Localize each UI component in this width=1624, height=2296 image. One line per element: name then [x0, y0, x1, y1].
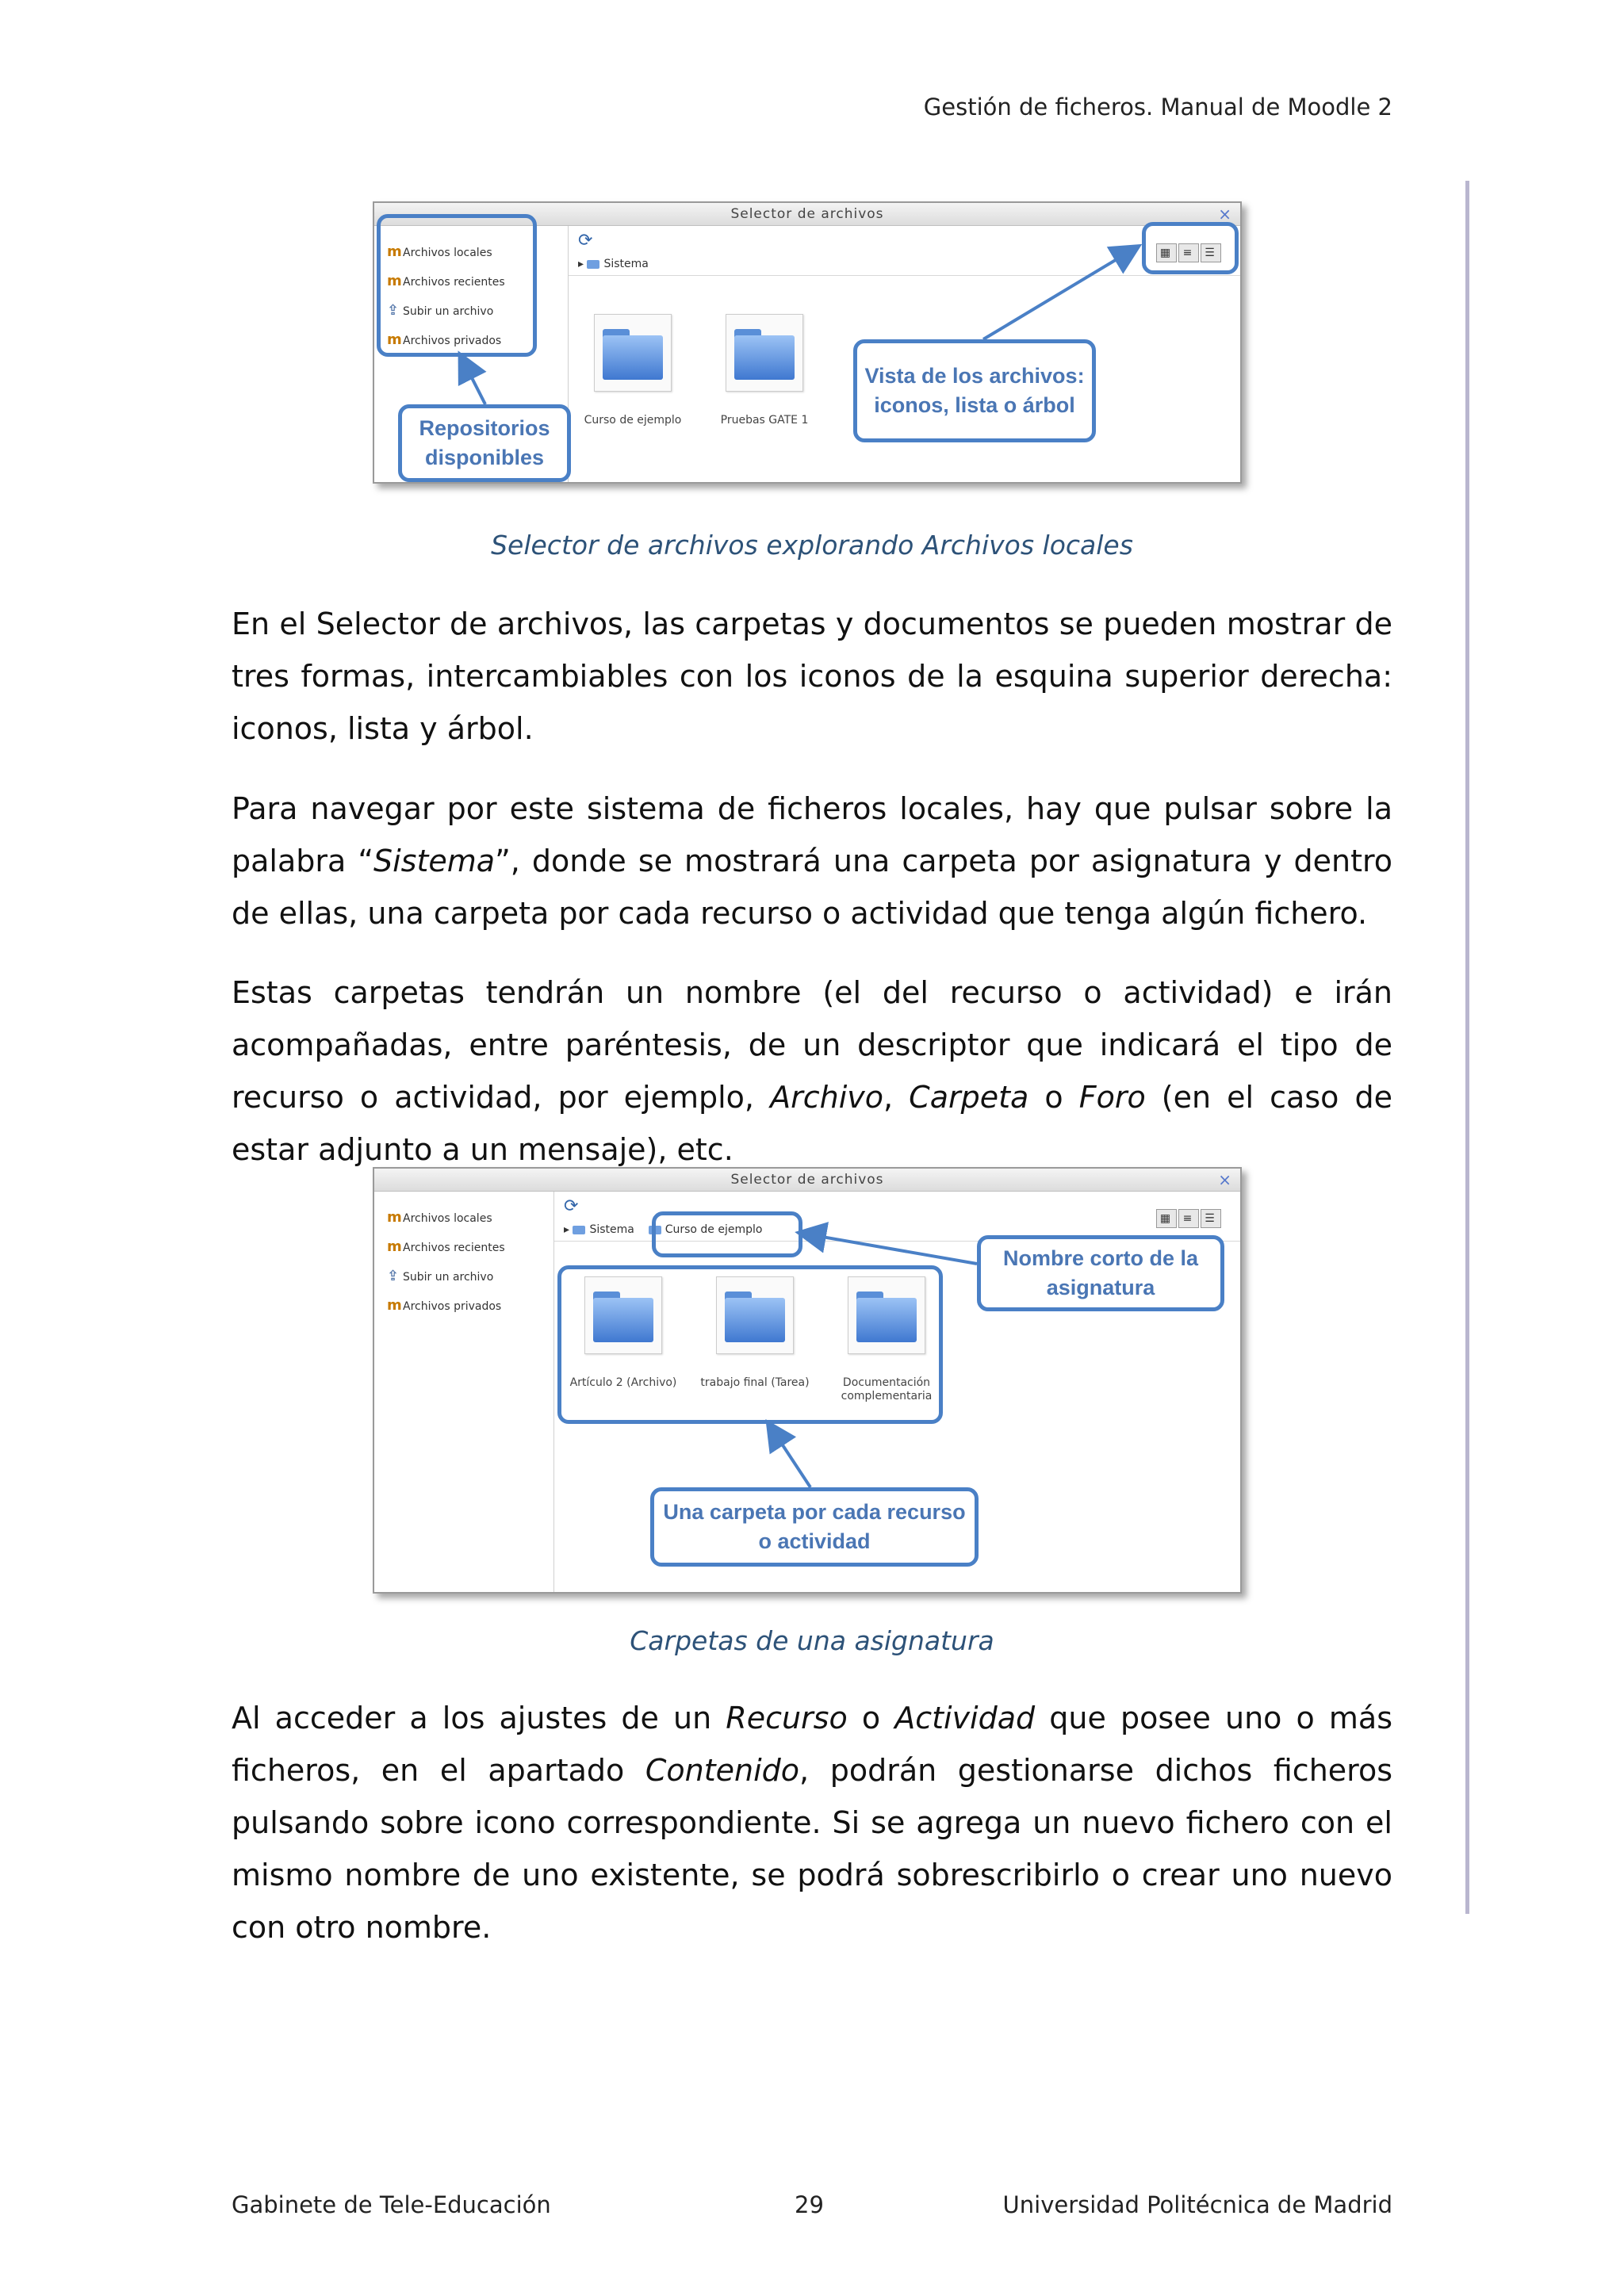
window-title: Selector de archivos ×	[374, 203, 1240, 226]
close-icon[interactable]: ×	[1218, 205, 1232, 224]
callout-one-folder-per-activity: Una carpeta por cada recurso o actividad	[650, 1487, 979, 1567]
footer-right: Universidad Politécnica de Madrid	[1002, 2191, 1392, 2218]
folder-item[interactable]: Curso de ejemplo	[577, 314, 688, 427]
moodle-icon: m	[387, 273, 402, 289]
list-view-icon[interactable]: ≡	[1178, 1209, 1199, 1228]
callout-view-modes: Vista de los archivos: iconos, lista o árbol	[853, 339, 1096, 442]
moodle-icon: m	[387, 1209, 402, 1226]
refresh-icon[interactable]: ⟳	[578, 231, 593, 251]
figure-caption: Carpetas de una asignatura	[630, 1625, 994, 1656]
paragraph: Para navegar por este sistema de ficheros locales, hay que pulsar sobre la palabra “Sistema”, donde se mostrará una carpeta por asignatura y dentro de ellas, una carpeta por cada recurso o actividad que tenga algún fichero.	[232, 791, 1392, 931]
sidebar-item-archivos-locales[interactable]: mArchivos locales	[387, 1209, 492, 1226]
breadcrumb: ▸ Sistema	[578, 258, 649, 270]
folder-item[interactable]: Documentación complementaria	[831, 1276, 942, 1403]
figure-caption: Selector de archivos explorando Archivos locales	[491, 530, 1133, 561]
list-view-icon[interactable]: ≡	[1178, 243, 1199, 262]
footer-left: Gabinete de Tele-Educación	[232, 2191, 551, 2218]
arrow	[462, 359, 485, 404]
window-title: Selector de archivos ×	[374, 1169, 1240, 1192]
sidebar-item-archivos-locales[interactable]: mArchivos locales	[387, 243, 492, 260]
icon-view-icon[interactable]: ▦	[1156, 243, 1177, 262]
breadcrumb-sistema[interactable]: Sistema	[589, 1223, 634, 1236]
sidebar-item-archivos-recientes[interactable]: mArchivos recientes	[387, 273, 505, 289]
upload-icon: ⇪	[387, 302, 400, 319]
paragraph: Estas carpetas tendrán un nombre (el del recurso o actividad) e irán acompañadas, entre paréntesis, de un descriptor que indicará el tipo de recurso o actividad, por ejemplo, Archivo, Carpeta o Foro (en el caso de estar adjunto a un mensaje), etc.	[232, 975, 1392, 1167]
tree-view-icon[interactable]: ☰	[1201, 1209, 1221, 1228]
sidebar-item-archivos-recientes[interactable]: mArchivos recientes	[387, 1238, 505, 1255]
callout-course-shortname: Nombre corto de la asignatura	[977, 1235, 1224, 1311]
sidebar-item-subir-archivo[interactable]: ⇪ Subir un archivo	[387, 302, 494, 319]
tree-view-icon[interactable]: ☰	[1201, 243, 1221, 262]
close-icon[interactable]: ×	[1218, 1170, 1232, 1189]
sidebar-item-archivos-privados[interactable]: mArchivos privados	[387, 1297, 502, 1314]
moodle-icon: m	[387, 331, 402, 348]
breadcrumb-sistema[interactable]: Sistema	[603, 258, 649, 270]
arrow	[983, 249, 1134, 339]
folder-item[interactable]: Pruebas GATE 1	[709, 314, 820, 427]
sidebar-item-subir-archivo[interactable]: ⇪ Subir un archivo	[387, 1268, 494, 1284]
moodle-icon: m	[387, 1297, 402, 1314]
page-number: 29	[795, 2191, 824, 2218]
page-header: Gestión de ficheros. Manual de Moodle 2	[923, 94, 1392, 121]
breadcrumb-curso[interactable]: Curso de ejemplo	[665, 1223, 763, 1236]
paragraph: En el Selector de archivos, las carpetas y documentos se pueden mostrar de tres formas, intercambiables con los iconos de la esquina superior derecha: iconos, lista y árbol.	[232, 607, 1392, 746]
moodle-icon: m	[387, 1238, 402, 1255]
callout-repositories: Repositorios disponibles	[398, 404, 571, 482]
sidebar-item-archivos-privados[interactable]: mArchivos privados	[387, 331, 502, 348]
folder-item[interactable]: Artículo 2 (Archivo)	[568, 1276, 679, 1390]
arrow	[804, 1234, 977, 1264]
folder-item[interactable]: trabajo final (Tarea)	[699, 1276, 810, 1390]
moodle-icon: m	[387, 243, 402, 260]
breadcrumb: ▸ Sistema Curso de ejemplo	[564, 1223, 763, 1236]
upload-icon: ⇪	[387, 1268, 400, 1284]
icon-view-icon[interactable]: ▦	[1156, 1209, 1177, 1228]
paragraph: Al acceder a los ajustes de un Recurso o Actividad que posee uno o más ficheros, en el apartado Contenido, podrán gestionarse dichos ficheros pulsando sobre icono correspondiente. Si se agrega un nuevo fichero con el mismo nombre de uno existente, se podrá sobrescribirlo o crear uno nuevo con otro nombre.	[232, 1701, 1392, 1945]
refresh-icon[interactable]: ⟳	[564, 1196, 579, 1216]
arrow	[771, 1427, 810, 1487]
